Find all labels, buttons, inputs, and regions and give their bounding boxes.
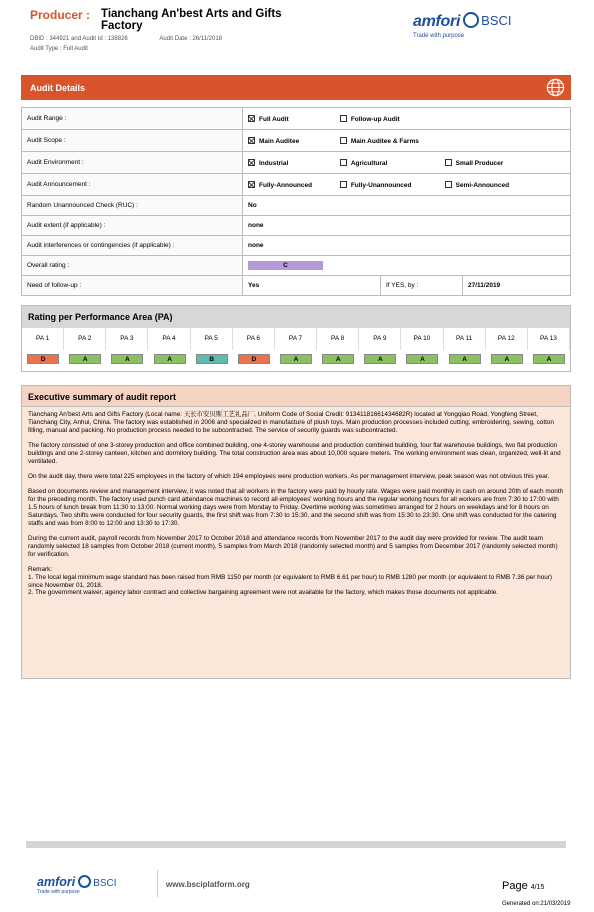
pa-name: PA 1 xyxy=(22,328,64,350)
producer-name: Tianchang An'best Arts and Gifts Factory xyxy=(101,8,282,32)
checkbox-icon xyxy=(445,159,452,166)
pa-name: PA 10 xyxy=(401,328,443,350)
generated-label: Generated on: xyxy=(502,901,541,907)
audit-scope-options xyxy=(243,130,571,152)
audit-scope-row xyxy=(22,130,571,152)
audit-date-text: Audit Date : 26/11/2018 xyxy=(159,36,223,42)
option-label: Follow-up Audit xyxy=(350,115,400,123)
pa-grade-cell xyxy=(359,350,401,371)
checked-checkbox-icon xyxy=(248,159,255,166)
executive-summary-title: Executive summary of audit report xyxy=(22,386,570,407)
performance-area-grades xyxy=(22,350,570,371)
pa-name: PA 5 xyxy=(191,328,233,350)
option-label: Agricultural xyxy=(350,159,388,167)
pa-grade-cell xyxy=(64,350,106,371)
pa-name: PA 7 xyxy=(275,328,317,350)
audit-details-table xyxy=(21,107,571,296)
generated-date: 21/03/2019 xyxy=(540,901,571,907)
pa-grade-cell xyxy=(444,350,486,371)
logo-product: BSCI xyxy=(481,13,512,28)
agricultural-option xyxy=(340,159,443,167)
audit-range-options xyxy=(243,108,571,130)
pa-grade-badge: A xyxy=(533,354,565,364)
page-number xyxy=(502,880,544,892)
checked-checkbox-icon xyxy=(248,115,255,122)
pa-grade-badge: D xyxy=(238,354,270,364)
audit-announcement-label: Audit Announcement : xyxy=(22,174,243,196)
pa-grade-cell xyxy=(148,350,190,371)
audit-interferences-row xyxy=(22,236,571,256)
page-count: 4/15 xyxy=(530,884,545,891)
footer-url-link[interactable]: www.bsciplatform.org xyxy=(166,880,250,889)
audit-range-row xyxy=(22,108,571,130)
pa-grade-cell xyxy=(233,350,275,371)
audit-type-text: Audit Type : Full Audit xyxy=(30,46,88,52)
remark-item: 2. The government waiver, agency labor contract and collective bargaining agreement were not available for the factory, which makes those documents not applicable. xyxy=(28,589,499,597)
pa-grade-badge: A xyxy=(280,354,312,364)
option-label: Full Audit xyxy=(259,115,289,123)
pa-grade-cell xyxy=(486,350,528,371)
pa-grade-badge: A xyxy=(111,354,143,364)
if-yes-label: If YES, by : xyxy=(381,276,463,296)
page-label: Page xyxy=(502,880,528,892)
pa-grade-badge: A xyxy=(154,354,186,364)
summary-paragraph: The factory consisted of one 3-storey production and office combined building, one 4-storey warehouse and production combined building, four flat warehouse buildings, two flat production buildings and one 2-storey canteen, kitchen and dormitory building. The total construction area was about 10,000 square meters. The working environment was clean, organized, well-lit and ventilated. xyxy=(28,441,561,465)
checkbox-icon xyxy=(340,181,347,188)
small-producer-option xyxy=(445,159,504,167)
amfori-bsci-logo xyxy=(413,12,523,42)
pa-grade-badge: A xyxy=(449,354,481,364)
summary-paragraph: Tianchang An'best Arts and Gifts Factory (Local name: 天长市安贝斯工艺礼品厂, Uniform Code of Social Credit: 91341181661434682R) located at Yongqiao Road, Yongfeng Street, Tianchang City, Anhui, China. The factory was established in 2006 and specialized in manufacture of plush toys. Main production processes included cutting, embroidering, sewing, cotton filling, manual and packing. No production process needed to be subcontracted. The service of security guards was subcontracted. xyxy=(28,411,554,434)
pa-grade-cell xyxy=(106,350,148,371)
option-label: Semi-Announced xyxy=(455,181,510,189)
summary-paragraph: During the current audit, payroll records from November 2017 to October 2018 and attendance records from November 2017 to the audit day were provided for review. The audit team randomly selected 18 samples from October 2018 (current month), 5 samples from March 2018 (randomly selected month) and 5 samples from December 2017 (randomly selected month) for verification. xyxy=(28,534,558,558)
producer-label: Producer : xyxy=(30,8,91,22)
main-auditee-farms-option xyxy=(340,137,419,145)
footer-logo-tagline: Trade with purpose xyxy=(37,889,80,895)
pa-grade-cell xyxy=(528,350,570,371)
audit-extent-value: none xyxy=(243,216,571,236)
remark-label: Remark: xyxy=(28,565,53,573)
option-label: Small Producer xyxy=(455,159,504,167)
audit-interferences-value: none xyxy=(243,236,571,256)
footer-logo-brand: amfori xyxy=(37,875,76,889)
pa-grade-badge: A xyxy=(322,354,354,364)
remark-item: 1. The local legal minimum wage standard has been raised from RMB 1150 per month (or equivalent to RMB 6.61 per hour) to RMB 1280 per month (or equivalent to RMB 7.36 per hour) since November 01, 2018. xyxy=(28,573,553,589)
ruc-label: Random Unannounced Check (RUC) : xyxy=(22,196,243,216)
performance-area-names xyxy=(22,328,570,350)
pa-name: PA 8 xyxy=(317,328,359,350)
pa-name: PA 11 xyxy=(444,328,486,350)
checkbox-icon xyxy=(445,181,452,188)
pa-grade-badge: D xyxy=(27,354,59,364)
pa-grade-badge: A xyxy=(406,354,438,364)
pa-name: PA 6 xyxy=(233,328,275,350)
executive-summary xyxy=(21,385,571,679)
followup-row xyxy=(22,276,571,296)
option-label: Main Auditee xyxy=(259,137,300,145)
pa-name: PA 3 xyxy=(106,328,148,350)
dbid-text: DBID : 344921 and Audit Id : 138826 xyxy=(30,36,128,42)
audit-details-header xyxy=(21,75,571,100)
audit-extent-row xyxy=(22,216,571,236)
industrial-option xyxy=(248,159,338,167)
audit-environment-label: Audit Environment : xyxy=(22,152,243,174)
pa-name: PA 13 xyxy=(528,328,570,350)
footer-logo-product: BSCI xyxy=(93,878,117,889)
overall-rating-label: Overall rating : xyxy=(22,256,243,276)
pa-name: PA 12 xyxy=(486,328,528,350)
audit-interferences-label: Audit interferences or contingencies (if applicable) : xyxy=(22,236,243,256)
option-label: Main Auditee & Farms xyxy=(350,137,419,145)
pa-grade-cell xyxy=(317,350,359,371)
option-label: Industrial xyxy=(259,159,289,167)
report-header xyxy=(0,0,594,70)
option-label: Fully-Announced xyxy=(259,181,313,189)
audit-details-title: Audit Details xyxy=(30,83,86,93)
executive-summary-body xyxy=(22,407,570,597)
pa-grade-cell xyxy=(275,350,317,371)
followup-value: Yes xyxy=(243,276,381,296)
audit-announcement-options xyxy=(243,174,571,196)
pa-grade-cell xyxy=(22,350,64,371)
audit-announcement-row xyxy=(22,174,571,196)
performance-area-title: Rating per Performance Area (PA) xyxy=(22,306,570,328)
generated-on xyxy=(502,901,570,907)
pa-grade-badge: B xyxy=(196,354,228,364)
pa-grade-badge: A xyxy=(364,354,396,364)
footer-logo-circle-icon xyxy=(78,875,91,888)
summary-paragraph: Based on documents review and management interview, it was noted that all workers in the factory were paid by hourly rate. Wages were paid monthly in cash on around 20th of each month for the preceding month. The factory used punch card attendance machines to record all employees' working hours and the regular working hours for all workers are from 7:30 to 17:00 with 1.5 hours of lunch break from 11:30 to 13:00. Normal working days were from Monday to Friday. Overtime working was sometimes arranged for 2 hours on weekdays and for 8 hours on Saturdays. Two shifts were conducted for four security guards, the first shift was from 7:30 to 15:30, and the second shift was from 15:30 to 23:30. One shift was conducted for the catering staffs and was from 8:00 to 12:00 and 13:30 to 17:30. xyxy=(28,488,564,527)
pa-grade-cell xyxy=(191,350,233,371)
main-auditee-option xyxy=(248,137,338,145)
fully-unannounced-option xyxy=(340,181,443,189)
overall-rating-row xyxy=(22,256,571,276)
pa-grade-badge: A xyxy=(69,354,101,364)
pa-name: PA 2 xyxy=(64,328,106,350)
option-label: Fully-Unannounced xyxy=(350,181,412,189)
checkbox-icon xyxy=(340,159,347,166)
ruc-value: No xyxy=(243,196,571,216)
if-yes-date: 27/11/2019 xyxy=(463,276,571,296)
pa-name: PA 9 xyxy=(359,328,401,350)
footer-amfori-bsci-logo xyxy=(37,873,147,898)
logo-brand: amfori xyxy=(413,13,461,30)
audit-meta-line xyxy=(30,36,222,42)
footer-divider xyxy=(26,841,566,848)
fully-announced-option xyxy=(248,181,338,189)
summary-paragraph: On the audit day, there were total 225 employees in the factory of which 194 employees were production workers. As per management interview, peak season was not obvious this year. xyxy=(28,472,550,480)
logo-circle-icon xyxy=(463,12,479,28)
checkbox-icon xyxy=(340,115,347,122)
full-audit-option xyxy=(248,115,338,123)
checked-checkbox-icon xyxy=(248,137,255,144)
pa-grade-cell xyxy=(401,350,443,371)
audit-extent-label: Audit extent (if applicable) : xyxy=(22,216,243,236)
checked-checkbox-icon xyxy=(248,181,255,188)
semi-announced-option xyxy=(445,181,509,189)
audit-range-label: Audit Range : xyxy=(22,108,243,130)
followup-label: Need of follow-up : xyxy=(22,276,243,296)
globe-icon xyxy=(546,78,565,97)
audit-environment-row xyxy=(22,152,571,174)
overall-rating-cell xyxy=(243,256,571,276)
pa-name: PA 4 xyxy=(148,328,190,350)
pa-grade-badge: A xyxy=(491,354,523,364)
footer-separator xyxy=(157,870,158,897)
followup-audit-option xyxy=(340,115,400,123)
logo-tagline: Trade with purpose xyxy=(413,33,465,39)
audit-environment-options xyxy=(243,152,571,174)
ruc-row xyxy=(22,196,571,216)
audit-scope-label: Audit Scope : xyxy=(22,130,243,152)
checkbox-icon xyxy=(340,137,347,144)
performance-area-rating xyxy=(21,305,571,372)
overall-rating-badge: C xyxy=(248,261,323,270)
